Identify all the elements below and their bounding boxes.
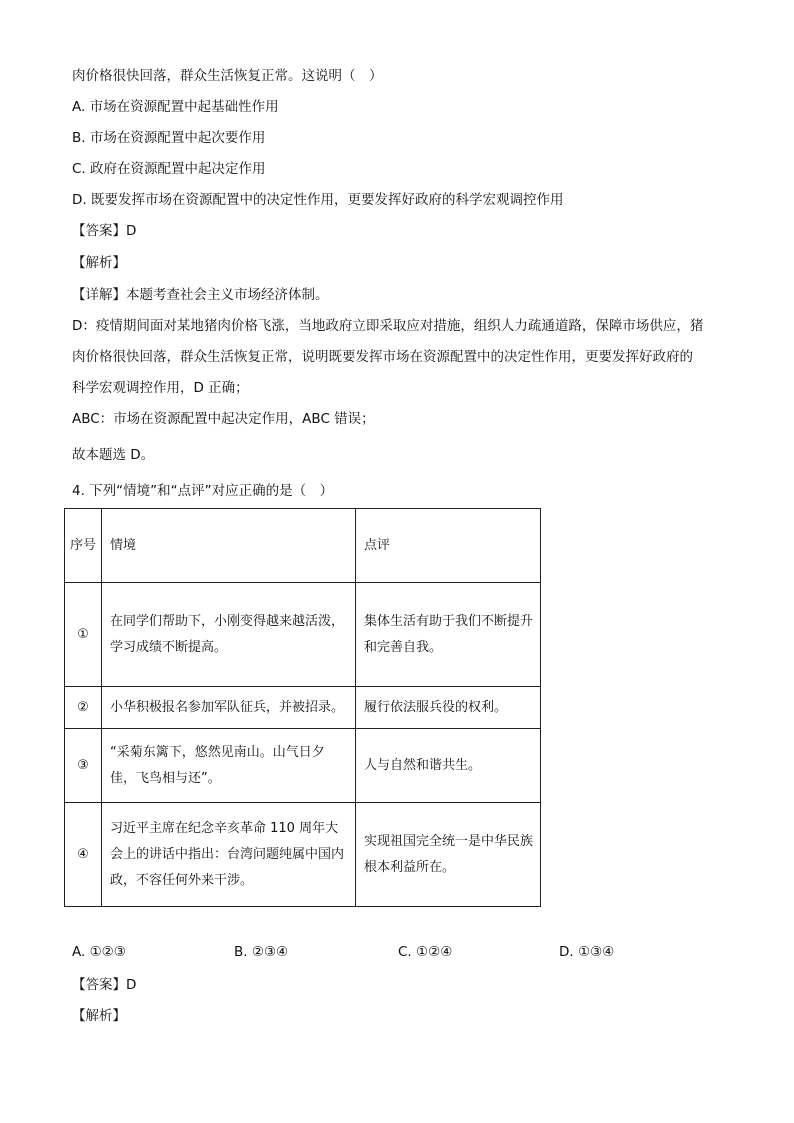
q4-option-b: B. ②③④ (234, 944, 289, 960)
row-comment: 实现祖国完全统一是中华民族根本利益所在。 (356, 803, 541, 907)
q4-option-a: A. ①②③ (72, 944, 126, 960)
q3-detail (72, 285, 329, 305)
q3-stem-tail: 肉价格很快回落，群众生活恢复正常。这说明（ ） (72, 68, 383, 84)
q4-table (64, 508, 541, 907)
table-row (65, 583, 541, 687)
table-row (65, 729, 541, 803)
answer-value: D (126, 223, 137, 239)
header-scene: 情境 (102, 509, 356, 583)
table-header-row (65, 509, 541, 583)
q4-option-c: C. ①②④ (398, 944, 453, 960)
q3-explain-line-4: ABC：市场在资源配置中起决定作用，ABC 错误； (72, 411, 375, 427)
q4-stem: 4. 下列“情境”和“点评”对应正确的是（ ） (72, 483, 334, 499)
row-comment: 人与自然和谐共生。 (356, 729, 541, 803)
q3-option-b: B. 市场在资源配置中起次要作用 (72, 130, 266, 146)
q4-answer (72, 975, 136, 995)
row-scene: 习近平主席在纪念辛亥革命 110 周年大会上的讲话中指出：台湾问题纯属中国内政，不容任何外来干涉。 (102, 803, 356, 907)
q3-option-a: A. 市场在资源配置中起基础性作用 (72, 99, 279, 115)
row-comment: 履行依法服兵役的权利。 (356, 687, 541, 729)
row-comment: 集体生活有助于我们不断提升和完善自我。 (356, 583, 541, 687)
answer-value: D (126, 977, 137, 993)
q4-analysis-label: 【解析】 (72, 1008, 126, 1024)
q3-analysis-label: 【解析】 (72, 255, 126, 271)
row-scene: 在同学们帮助下，小刚变得越来越活泼，学习成绩不断提高。 (102, 583, 356, 687)
row-no: ③ (65, 729, 102, 803)
q3-explain-line-2: 肉价格很快回落，群众生活恢复正常，说明既要发挥市场在资源配置中的决定性作用，更要发挥好政府的 (72, 349, 693, 365)
q3-option-c: C. 政府在资源配置中起决定作用 (72, 161, 266, 177)
detail-text: 本题考查社会主义市场经济体制。 (126, 287, 329, 303)
row-no: ② (65, 687, 102, 729)
answer-label: 【答案】 (72, 977, 126, 993)
q4-options (72, 944, 772, 964)
q3-answer (72, 221, 136, 241)
header-comment: 点评 (356, 509, 541, 583)
q3-explain-line-5: 故本题选 D。 (72, 447, 155, 463)
q4-option-d: D. ①③④ (559, 944, 615, 960)
detail-label: 【详解】 (72, 287, 126, 303)
answer-label: 【答案】 (72, 223, 126, 239)
header-no: 序号 (65, 509, 102, 583)
table-row (65, 803, 541, 907)
row-scene: 小华积极报名参加军队征兵，并被招录。 (102, 687, 356, 729)
row-scene: “采菊东篱下，悠然见南山。山气日夕佳，飞鸟相与还”。 (102, 729, 356, 803)
row-no: ① (65, 583, 102, 687)
q3-option-d: D. 既要发挥市场在资源配置中的决定性作用，更要发挥好政府的科学宏观调控作用 (72, 192, 564, 208)
row-no: ④ (65, 803, 102, 907)
q3-explain-line-1: D：疫情期间面对某地猪肉价格飞涨，当地政府立即采取应对措施，组织人力疏通道路，保障市场供应，猪 (72, 318, 704, 334)
q3-explain-line-3: 科学宏观调控作用，D 正确； (72, 380, 249, 396)
table-row (65, 687, 541, 729)
